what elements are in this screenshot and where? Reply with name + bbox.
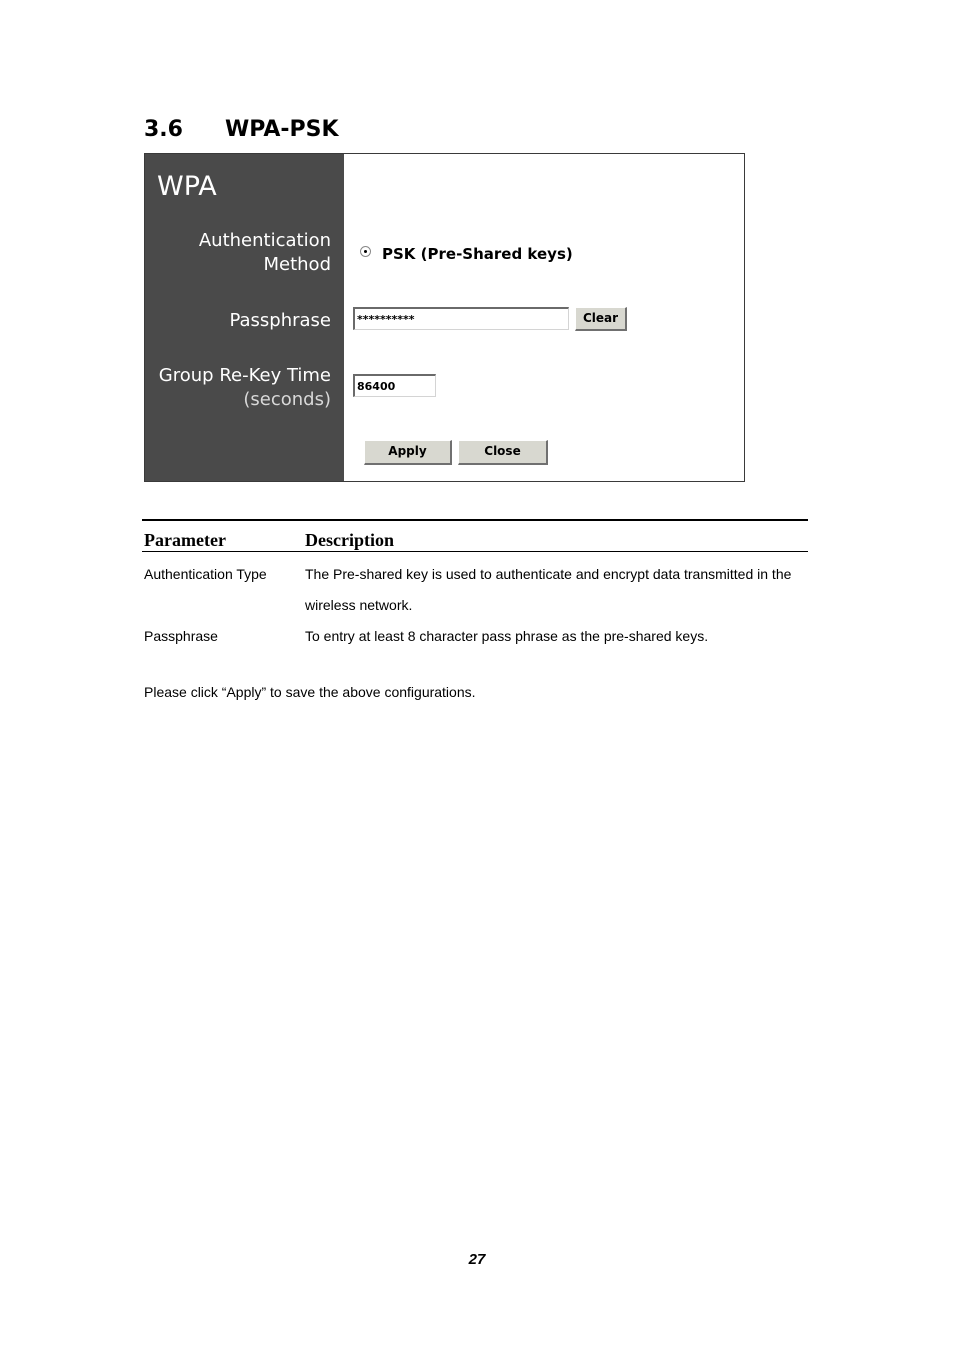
row-description: To entry at least 8 character pass phrase as the pre-shared keys. (305, 628, 709, 644)
wpa-settings-screenshot (144, 153, 745, 482)
group-rekey-time-input[interactable] (353, 374, 436, 397)
authentication-method-label: Authentication Method (198, 230, 331, 275)
apply-note: Please click “Apply” to save the above configurations. (144, 684, 476, 700)
description-header: Description (305, 530, 394, 550)
wpa-title: WPA (157, 171, 217, 202)
rekey-unit-label: (seconds) (243, 389, 331, 410)
section-number: 3.6 (144, 117, 183, 142)
psk-option-label[interactable]: PSK (Pre-Shared keys) (382, 245, 573, 263)
table-header (142, 521, 808, 552)
row-parameter: Passphrase (144, 628, 218, 644)
wpa-label-column (145, 154, 344, 481)
parameter-header: Parameter (144, 530, 226, 550)
section-heading (144, 116, 339, 144)
table-row (142, 559, 808, 621)
passphrase-label: Passphrase (229, 310, 331, 331)
table-row (142, 621, 808, 652)
psk-radio-button[interactable] (360, 246, 371, 257)
row-description: The Pre-shared key is used to authenticate and encrypt data transmitted in the wireless network. (305, 566, 792, 613)
row-parameter: Authentication Type (144, 566, 267, 582)
group-rekey-label: Group Re-Key Time (seconds) (158, 365, 331, 410)
apply-button[interactable]: Apply (364, 440, 452, 465)
close-button[interactable]: Close (458, 440, 548, 465)
passphrase-input[interactable] (353, 307, 569, 330)
parameter-table (142, 519, 808, 652)
section-title: WPA-PSK (225, 117, 339, 142)
clear-button[interactable]: Clear (575, 307, 627, 331)
page-number: 27 (468, 1251, 486, 1268)
